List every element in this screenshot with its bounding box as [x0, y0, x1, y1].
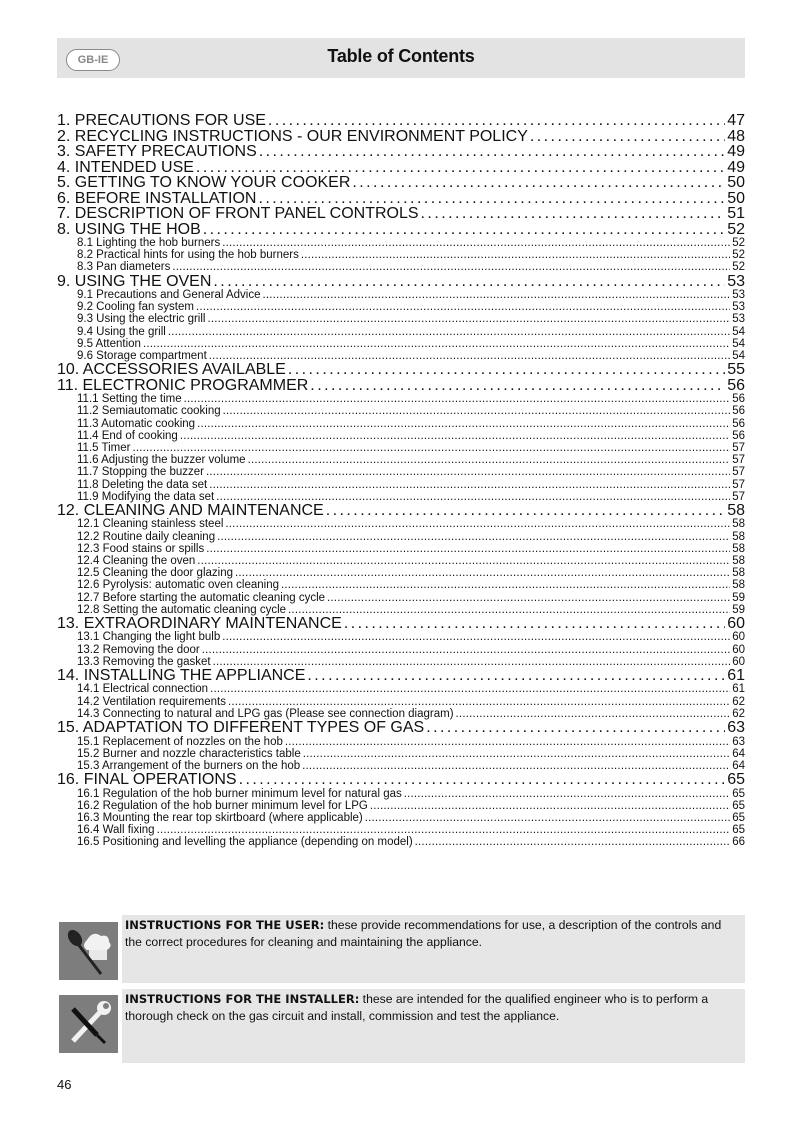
toc-entry-title: 11.3 Automatic cooking	[77, 417, 196, 430]
toc-subsection-entry	[57, 466, 745, 478]
dot-leader	[281, 579, 730, 591]
dot-leader	[196, 301, 730, 313]
toc-entry-title: 15.2 Burner and nozzle characteristics table	[77, 747, 301, 760]
toc-entry-page: 58	[732, 542, 745, 555]
dot-leader	[259, 144, 725, 160]
toc-subsection-entry	[57, 405, 745, 417]
toc-entry-title: 10. ACCESSORIES AVAILABLE	[57, 362, 286, 378]
toc-entry-page: 54	[732, 337, 745, 350]
dot-leader	[310, 378, 725, 394]
toc-subsection-entry	[57, 736, 745, 748]
toc-entry-title: 12.1 Cleaning stainless steel	[77, 518, 224, 531]
dot-leader	[262, 289, 730, 301]
page-title: Table of Contents	[327, 46, 475, 66]
toc-section-entry	[57, 668, 745, 684]
toc-entry-title: 11.5 Timer	[77, 441, 131, 454]
dot-leader	[344, 616, 725, 632]
toc-entry-page: 57	[732, 454, 745, 467]
toc-entry-title: 12.4 Cleaning the oven	[77, 554, 196, 567]
toc-subsection-entry	[57, 812, 745, 824]
toc-entry-page: 54	[732, 325, 745, 338]
toc-entry-title: 5. GETTING TO KNOW YOUR COOKER	[57, 175, 351, 191]
toc-entry-title: 16. FINAL OPERATIONS	[57, 772, 237, 788]
toc-entry-title: 9.3 Using the electric grill	[77, 313, 206, 326]
toc-entry-page: 57	[732, 441, 745, 454]
toc-subsection-entry	[57, 708, 745, 720]
toc-subsection-entry	[57, 543, 745, 555]
toc-subsection-entry	[57, 760, 745, 772]
toc-entry-title: 16.1 Regulation of the hob burner minimum level for natural gas	[77, 787, 402, 800]
toc-subsection-entry	[57, 237, 745, 249]
dot-leader	[404, 788, 730, 800]
toc-subsection-entry	[57, 824, 745, 836]
toc-entry-title: 11.9 Modifying the data set	[77, 490, 215, 503]
dot-leader	[288, 362, 725, 378]
dot-leader	[268, 113, 725, 129]
toc-entry-page: 52	[732, 249, 745, 262]
toc-subsection-entry	[57, 656, 745, 668]
toc-section-entry	[57, 191, 745, 207]
toc-entry-title: 11.7 Stopping the buzzer	[77, 466, 205, 479]
toc-entry-title: 11. ELECTRONIC PROGRAMMER	[57, 377, 309, 394]
toc-entry-page: 48	[727, 128, 745, 144]
toc-entry-page: 57	[732, 478, 745, 491]
dot-leader	[210, 683, 730, 695]
toc-entry-page: 58	[732, 530, 745, 543]
dot-leader	[197, 555, 730, 567]
toc-subsection-entry	[57, 644, 745, 656]
toc-entry-page: 63	[727, 720, 745, 736]
toc-entry-title: 13.1 Changing the light bulb	[77, 631, 221, 644]
toc-entry-page: 56	[732, 405, 745, 418]
toc-entry-title: 14.3 Connecting to natural and LPG gas (Please see connection diagram)	[77, 707, 454, 720]
toc-entry-title: 8.1 Lighting the hob burners	[77, 237, 221, 249]
toc-entry-title: 16.4 Wall fixing	[77, 824, 155, 837]
dot-leader	[180, 430, 730, 442]
dot-leader	[202, 644, 730, 656]
toc-subsection-entry	[57, 567, 745, 579]
toc-subsection-entry	[57, 313, 745, 325]
dot-leader	[172, 261, 730, 273]
user-note-label: INSTRUCTIONS FOR THE USER:	[125, 918, 325, 932]
dot-leader	[209, 350, 730, 362]
toc-entry-page: 65	[732, 787, 745, 800]
toc-subsection-entry	[57, 454, 745, 466]
dot-leader	[327, 592, 730, 604]
toc-entry-title: 15. ADAPTATION TO DIFFERENT TYPES OF GAS	[57, 720, 425, 736]
toc-entry-title: 14.1 Electrical connection	[77, 683, 209, 696]
toc-subsection-entry	[57, 748, 745, 760]
toc-subsection-entry	[57, 301, 745, 313]
toc-subsection-entry	[57, 442, 745, 454]
toc-subsection-entry	[57, 418, 745, 430]
toc-section-entry	[57, 129, 745, 145]
dot-leader	[222, 237, 730, 249]
user-note-text: these provide recommendations for use, a description of the controls and the correct procedures for cleaning and maintaining the appliance.	[125, 918, 722, 949]
toc-entry-title: 9.4 Using the grill	[77, 325, 166, 338]
toc-entry-page: 62	[732, 707, 745, 720]
toc-entry-title: 13.2 Removing the door	[77, 643, 200, 656]
toc-entry-page: 56	[732, 417, 745, 430]
toc-entry-page: 60	[732, 643, 745, 656]
toc-entry-page: 53	[732, 289, 745, 302]
dot-leader	[456, 708, 731, 720]
toc-entry-title: 9. USING THE OVEN	[57, 273, 212, 290]
toc-entry-page: 52	[732, 261, 745, 274]
toc-entry-page: 59	[732, 603, 745, 616]
toc-entry-title: 2. RECYCLING INSTRUCTIONS - OUR ENVIRONMENT POLICY	[57, 128, 528, 144]
toc-section-entry	[57, 616, 745, 632]
toc-subsection-entry	[57, 696, 745, 708]
toc-entry-title: 14. INSTALLING THE APPLIANCE	[57, 667, 306, 684]
toc-entry-title: 12.7 Before starting the automatic cleaning cycle	[77, 591, 326, 604]
toc-subsection-entry	[57, 289, 745, 301]
toc-subsection-entry	[57, 479, 745, 491]
toc-subsection-entry	[57, 261, 745, 273]
dot-leader	[365, 812, 730, 824]
toc-entry-title: 11.6 Adjusting the buzzer volume	[77, 454, 246, 467]
installer-note-label: INSTRUCTIONS FOR THE INSTALLER:	[125, 992, 360, 1006]
toc-entry-title: 11.1 Setting the time	[77, 393, 182, 406]
toc-entry-page: 49	[727, 144, 745, 160]
toc-entry-page: 60	[727, 615, 745, 632]
dot-leader	[288, 604, 730, 616]
toc-section-entry	[57, 144, 745, 160]
toc-entry-title: 16.5 Positioning and levelling the appliance (depending on model)	[77, 836, 413, 849]
toc-section-entry	[57, 175, 745, 191]
toc-subsection-entry	[57, 338, 745, 350]
region-badge: GB-IE	[66, 49, 120, 71]
installer-instructions-note	[122, 989, 745, 1063]
toc-entry-page: 55	[727, 362, 745, 378]
toc-entry-title: 12. CLEANING AND MAINTENANCE	[57, 502, 324, 519]
toc-entry-page: 49	[727, 159, 745, 175]
toc-entry-title: 14.2 Ventilation requirements	[77, 695, 226, 708]
dot-leader	[157, 824, 731, 836]
toc-entry-title: 12.6 Pyrolysis: automatic oven cleaning	[77, 579, 279, 592]
toc-entry-page: 65	[732, 799, 745, 812]
toc-entry-page: 51	[727, 206, 745, 222]
toc-section-entry	[57, 222, 745, 238]
toc-entry-page: 65	[727, 772, 745, 788]
toc-section-entry	[57, 206, 745, 222]
toc-entry-title: 12.2 Routine daily cleaning	[77, 530, 216, 543]
toc-entry-title: 9.6 Storage compartment	[77, 350, 207, 362]
toc-entry-page: 56	[727, 377, 745, 394]
toc-section-entry	[57, 362, 745, 378]
toc-entry-page: 63	[732, 735, 745, 748]
toc-entry-title: 7. DESCRIPTION OF FRONT PANEL CONTROLS	[57, 206, 419, 222]
toc-subsection-entry	[57, 326, 745, 338]
dot-leader	[217, 531, 730, 543]
dot-leader	[301, 249, 730, 261]
dot-leader	[228, 696, 730, 708]
dot-leader	[239, 772, 726, 788]
toc-entry-title: 13.3 Removing the gasket	[77, 655, 211, 668]
toc-entry-title: 8.2 Practical hints for using the hob burners	[77, 249, 299, 262]
dot-leader	[184, 393, 731, 405]
toc-subsection-entry	[57, 800, 745, 812]
toc-subsection-entry	[57, 518, 745, 530]
dot-leader	[143, 338, 730, 350]
toc-subsection-entry	[57, 491, 745, 503]
toc-entry-page: 65	[732, 811, 745, 824]
page-number: 46	[57, 1077, 72, 1092]
toc-entry-title: 6. BEFORE INSTALLATION	[57, 190, 257, 206]
toc-subsection-entry	[57, 393, 745, 405]
dot-leader	[213, 274, 725, 290]
toc-subsection-entry	[57, 788, 745, 800]
toc-entry-page: 50	[727, 190, 745, 206]
toc-subsection-entry	[57, 350, 745, 362]
toc-subsection-entry	[57, 631, 745, 643]
dot-leader	[222, 631, 730, 643]
toc-subsection-entry	[57, 836, 745, 848]
dot-leader	[206, 466, 730, 478]
toc-entry-page: 53	[732, 313, 745, 326]
toc-subsection-entry	[57, 579, 745, 591]
toc-entry-page: 59	[732, 591, 745, 604]
dot-leader	[426, 720, 725, 736]
toc-entry-title: 8.3 Pan diameters	[77, 261, 171, 274]
toc-section-entry	[57, 160, 745, 176]
toc-entry-title: 3. SAFETY PRECAUTIONS	[57, 144, 257, 160]
toc-entry-page: 64	[732, 759, 745, 772]
toc-entry-title: 12.5 Cleaning the door glazing	[77, 567, 234, 580]
toc-entry-page: 54	[732, 350, 745, 362]
toc-entry-title: 15.3 Arrangement of the burners on the hob	[77, 759, 301, 772]
toc-entry-page: 60	[732, 631, 745, 644]
toc-entry-page: 65	[732, 824, 745, 837]
toc-subsection-entry	[57, 430, 745, 442]
dot-leader	[248, 454, 731, 466]
dot-leader	[207, 313, 730, 325]
toc-section-entry	[57, 772, 745, 788]
toc-entry-title: 15.1 Replacement of nozzles on the hob	[77, 735, 283, 748]
toc-section-entry	[57, 274, 745, 290]
toc-entry-title: 9.1 Precautions and General Advice	[77, 289, 261, 302]
installer-note-text: these are intended for the qualified engineer who is to perform a thorough check on the gas circuit and install, commission and test the appliance.	[125, 992, 709, 1023]
dot-leader	[285, 736, 730, 748]
dot-leader	[530, 129, 725, 145]
toc-entry-page: 58	[727, 502, 745, 519]
dot-leader	[213, 656, 731, 668]
toc-entry-title: 11.4 End of cooking	[77, 429, 178, 442]
toc-entry-page: 53	[732, 301, 745, 314]
toc-entry-page: 50	[727, 175, 745, 191]
toc-entry-page: 64	[732, 747, 745, 760]
toc-entry-title: 12.8 Setting the automatic cleaning cycle	[77, 603, 287, 616]
toc-entry-title: 4. INTENDED USE	[57, 159, 194, 175]
toc-subsection-entry	[57, 531, 745, 543]
toc-entry-page: 53	[727, 273, 745, 290]
dot-leader	[326, 503, 725, 519]
dot-leader	[132, 442, 730, 454]
toc-entry-page: 62	[732, 695, 745, 708]
toc-entry-title: 13. EXTRAORDINARY MAINTENANCE	[57, 615, 342, 632]
toc-entry-page: 56	[732, 429, 745, 442]
toc-entry-title: 8. USING THE HOB	[57, 221, 201, 237]
toc-entry-page: 57	[732, 490, 745, 503]
toc-subsection-entry	[57, 683, 745, 695]
toc-entry-title: 1. PRECAUTIONS FOR USE	[57, 113, 266, 129]
toc-subsection-entry	[57, 249, 745, 261]
toc-entry-page: 58	[732, 518, 745, 531]
dot-leader	[302, 760, 730, 772]
toc-entry-page: 56	[732, 393, 745, 406]
dot-leader	[225, 518, 730, 530]
toc-entry-page: 60	[732, 655, 745, 668]
header-bar	[57, 38, 745, 78]
dot-leader	[206, 543, 730, 555]
toc-entry-title: 11.8 Deleting the data set	[77, 478, 208, 491]
toc-entry-page: 52	[727, 221, 745, 237]
toc-entry-page: 52	[732, 237, 745, 249]
dot-leader	[197, 418, 730, 430]
toc-entry-page: 58	[732, 567, 745, 580]
dot-leader	[168, 326, 730, 338]
dot-leader	[203, 222, 725, 238]
user-instructions-note	[122, 915, 745, 983]
dot-leader	[307, 668, 725, 684]
toc-entry-title: 16.3 Mounting the rear top skirtboard (where applicable)	[77, 811, 363, 824]
toc-subsection-entry	[57, 604, 745, 616]
toc-section-entry	[57, 378, 745, 394]
dot-leader	[415, 836, 731, 848]
toc-entry-title: 11.2 Semiautomatic cooking	[77, 405, 221, 418]
toc-subsection-entry	[57, 555, 745, 567]
toc-entry-page: 47	[727, 113, 745, 129]
toc-section-entry	[57, 720, 745, 736]
wrench-screwdriver-icon	[59, 995, 118, 1053]
dot-leader	[223, 405, 731, 417]
toc-entry-title: 9.5 Attention	[77, 337, 141, 350]
toc-entry-title: 12.3 Food stains or spills	[77, 542, 205, 555]
dot-leader	[303, 748, 730, 760]
toc-entry-title: 16.2 Regulation of the hob burner minimum level for LPG	[77, 799, 368, 812]
toc-entry-page: 66	[732, 836, 745, 849]
dot-leader	[370, 800, 730, 812]
toc-entry-page: 58	[732, 579, 745, 592]
toc-entry-title: 9.2 Cooling fan system	[77, 301, 194, 314]
toc-entry-page: 57	[732, 466, 745, 479]
dot-leader	[209, 479, 730, 491]
dot-leader	[196, 160, 725, 176]
dot-leader	[352, 175, 725, 191]
toc-entry-page: 58	[732, 554, 745, 567]
toc-section-entry	[57, 113, 745, 129]
dot-leader	[258, 191, 725, 207]
spoon-chef-hat-icon	[59, 922, 118, 980]
dot-leader	[421, 206, 726, 222]
dot-leader	[216, 491, 730, 503]
toc-subsection-entry	[57, 592, 745, 604]
toc-entry-page: 61	[727, 667, 745, 684]
dot-leader	[235, 567, 730, 579]
toc-entry-page: 61	[732, 683, 745, 696]
table-of-contents	[57, 113, 745, 849]
toc-section-entry	[57, 503, 745, 519]
